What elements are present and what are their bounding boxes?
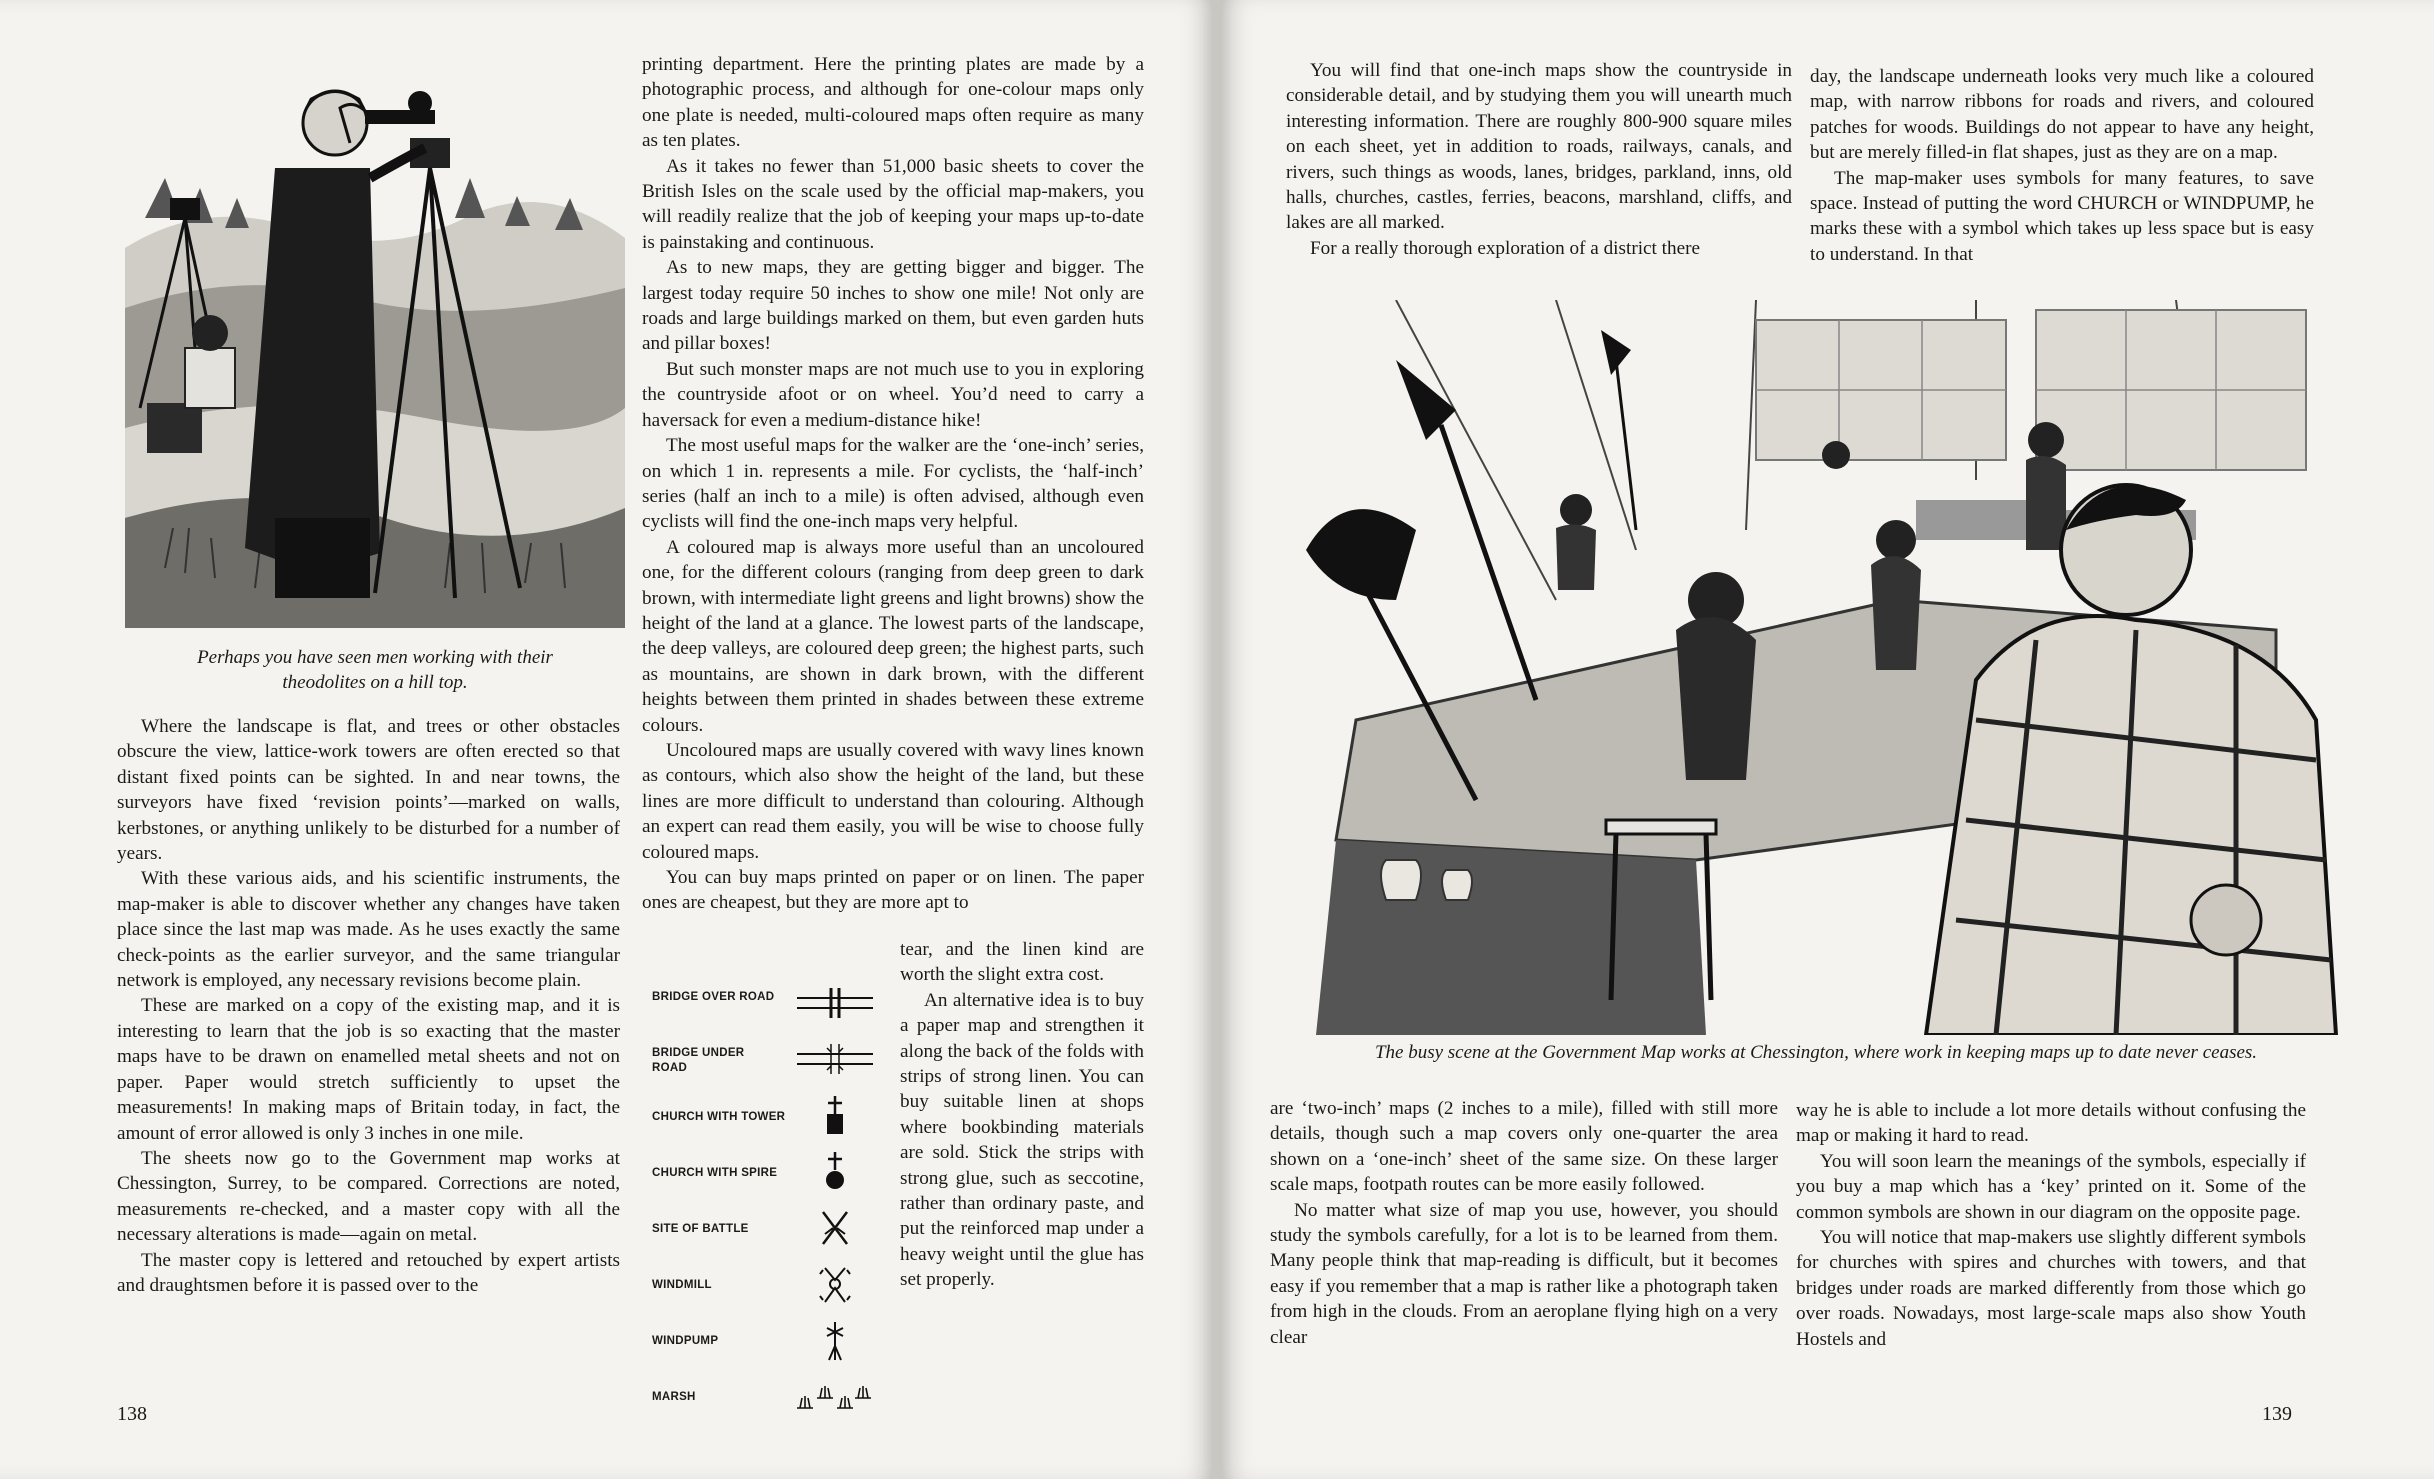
symbol-row [640,980,905,1036]
paragraph: The most useful maps for the walker are the ‘one-inch’ series, on which 1 in. represents a mile. For cyclists, the ‘half-inch’ series (half an inch to a mile) is often advised, although even cyclists will find the one-inch maps very helpful. [642,435,1144,533]
church-spire-icon [795,1148,875,1196]
marsh-icon [795,1372,875,1420]
bridge-under-road-icon [795,1036,875,1084]
symbol-row [640,1316,905,1372]
paragraph: But such monster maps are not much use to you in exploring the countryside afoot or on wheel. You’d need to carry a haversack for even a medium-distance hike! [642,358,1144,431]
symbol-label: BRIDGE UNDER ROAD [652,1047,745,1074]
symbol-label: WINDMILL [652,1279,712,1291]
paragraph: Where the landscape is flat, and trees or other obstacles obscure the view, lattice-work towers are often erected so that distant fixed points can be sighted. In and near towns, the surveyors have fixed ‘revision points’—marked on walls, kerbstones, or anything unlikely to be disturbed for a number of years. [117,716,620,865]
paragraph: These are marked on a copy of the existing map, and it is interesting to learn that the job is so exacting that the master maps have to be drawn on enamelled metal sheets and not on paper. Paper would stretch sufficiently to upset the measurements! In making maps of Britain today, in fact, the amount of error allowed is only 3 inches in one mile. [117,995,620,1144]
paragraph: You will find that one-inch maps show the countryside in considerable detail, and by studying them you will unearth much interesting information. There are roughly 800-900 square miles on each sheet, yet in addition to roads, railways, canals, and rivers, such things as woods, lanes, bridges, parkland, inns, old halls, churches, castles, ferries, beacons, marshland, cliffs, and lakes are all marked. [1286,60,1792,234]
paragraph: Uncoloured maps are usually covered with wavy lines known as contours, which also show the height of the land, but these lines are more difficult to understand than colouring. Although an expert can read them easily, you will be wise to choose fully coloured maps. [642,739,1144,863]
paragraph: You will soon learn the meanings of the symbols, especially if you buy a map which has a ‘key’ printed on it. Some of the common symbols are shown in our diagram on the opposite page. [1796,1150,2306,1223]
symbol-row [640,1372,905,1428]
map-works-illustration [1276,300,2356,1035]
paragraph: The sheets now go to the Government map works at Chessington, Surrey, to be compared. Corrections are noted, measurements re-checked, and a master copy with all the necessary alterations is made—again on metal. [117,1147,620,1246]
caption-line: theodolites on a hill top. [282,672,468,693]
paragraph: are ‘two-inch’ maps (2 inches to a mile), filled with still more details, though such a map covers only one-quarter the area shown on a ‘one-inch’ sheet of the same size. On these larger scale maps, footpath routes can be more easily followed. [1270,1098,1778,1196]
left-column-1 [117,714,620,1298]
map-symbol-key [640,980,905,1428]
church-tower-icon [795,1092,875,1140]
paragraph: For a really thorough exploration of a district there [1310,237,1701,259]
paragraph: An alternative idea is to buy a paper map and strengthen it along the back of the folds with strips of strong linen. You can buy suitable linen at shops where bookbinding materials are sold. Stick the strips with strong glue, such as seccotine, rather than ordinary paste, and put the reinforced map under a heavy weight until the glue has set properly. [900,989,1144,1291]
left-column-2 [642,52,1144,916]
paragraph: As it takes no fewer than 51,000 basic sheets to cover the British Isles on the scale used by the official map-makers, you will readily realize that the job of keeping your maps up-to-date is painstaking and continuous. [642,155,1144,253]
bridge-over-road-icon [795,980,875,1028]
symbol-label: CHURCH WITH SPIRE [652,1167,778,1179]
symbol-label: CHURCH WITH TOWER [652,1111,786,1123]
paragraph: The master copy is lettered and retouched by expert artists and draughtsmen before it is passed over to the [117,1249,620,1296]
book-gutter [1212,0,1222,1479]
windpump-icon [795,1316,875,1364]
illustration-caption [125,645,625,695]
symbol-label: SITE OF BATTLE [652,1223,749,1235]
symbol-row [640,1204,905,1260]
right-top-column-2 [1810,64,2314,267]
symbol-row [640,1148,905,1204]
crossed-swords-icon [795,1204,875,1252]
paragraph: printing department. Here the printing plates are made by a photographic process, and although for one-colour maps only one plate is needed, multi-coloured maps often require as many as ten plates. [642,54,1144,152]
symbol-row [640,1036,905,1092]
paragraph: way he is able to include a lot more details without confusing the map or making it hard to read. [1796,1100,2306,1147]
right-top-column-1 [1286,58,1792,261]
surveyor-illustration [125,48,625,628]
right-bottom-column-1 [1270,1096,1778,1350]
paragraph: The map-maker uses symbols for many features, to save space. Instead of putting the word CHURCH or WINDPUMP, he marks these with a symbol which takes up less space but is easy to understand. In that [1810,167,2314,265]
paragraph: A coloured map is always more useful than an uncoloured one, for the different colours (ranging from deep green to dark brown, with intermediate light greens and light browns) show the height of the land at a glance. The lowest parts of the landscape, the deep valleys, are coloured deep green; the highest parts, such as mountains, are shown in dark brown, with the different heights between them printed in shades between these extreme colours. [642,536,1144,736]
paragraph: tear, and the linen kind are worth the slight extra cost. [900,939,1144,986]
symbol-row [640,1092,905,1148]
paragraph: You can buy maps printed on paper or on linen. The paper ones are cheapest, but they are more apt to [642,867,1144,914]
windmill-icon [795,1260,875,1308]
paragraph: As to new maps, they are getting bigger and bigger. The largest today require 50 inches to show one mile! Not only are roads and large buildings marked on them, but even garden huts and pillar boxes! [642,257,1144,355]
symbol-label: MARSH [652,1391,696,1403]
paragraph: No matter what size of map you use, however, you should study the symbols carefully, for a lot is to be learned from them. Many people think that map-reading is difficult, but it becomes easy if you remember that a map is rather like a photograph taken from high in the clouds. From an aeroplane flying high on a very clear [1270,1199,1778,1348]
page-number: 138 [117,1403,147,1425]
paragraph: With these various aids, and his scientific instruments, the map-maker is able to discover whether any changes have taken place since the last map was made. As he uses exactly the same check-points as the earlier surveyor, and the same triangular network is employed, any necessary revisions become plain. [117,868,620,992]
paragraph: day, the landscape underneath looks very much like a coloured map, with narrow ribbons for roads and rivers, and coloured patches for woods. Buildings do not appear to have any height, but are merely filled-in flat shapes, just as they are on a map. [1810,66,2314,164]
symbol-label: WINDPUMP [652,1335,719,1347]
page-number: 139 [2262,1403,2292,1425]
caption-line: Perhaps you have seen men working with their [197,647,553,668]
right-bottom-column-2 [1796,1098,2306,1352]
symbol-label: BRIDGE OVER ROAD [652,991,775,1003]
left-page [0,0,1212,1479]
left-column-2-wrap [900,937,1144,1293]
paragraph: You will notice that map-makers use slightly different symbols for churches with spires and churches with towers, and that bridges under roads are marked differently from those which go over roads. Nowadays, most large-scale maps also show Youth Hostels and [1796,1227,2306,1350]
illustration-caption: The busy scene at the Government Map works at Chessington, where work in keeping maps up to date never ceases. [1374,1042,2258,1063]
symbol-row [640,1260,905,1316]
right-page [1222,0,2434,1479]
